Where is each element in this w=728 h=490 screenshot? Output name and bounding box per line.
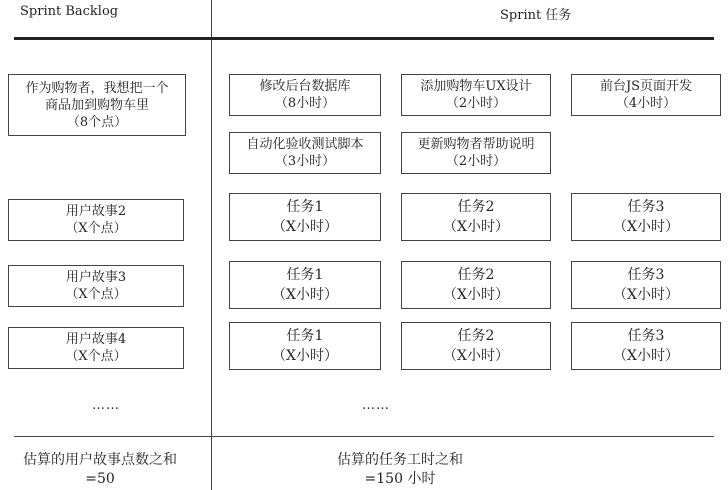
story-points-total (0, 451, 200, 489)
tasks-column-title: Sprint 任务 (500, 8, 572, 23)
task-hours: （X小时） (443, 219, 509, 235)
story-card-1 (8, 74, 186, 136)
task-hours: （3小时） (274, 154, 336, 169)
task-name: 更新购物者帮助说明 (417, 137, 535, 152)
task-hours: （X小时） (443, 348, 509, 364)
story-points: （X个点） (65, 287, 127, 302)
column-divider (211, 0, 212, 490)
stories-ellipsis: …… (92, 398, 120, 413)
task-hours: （X小时） (272, 287, 338, 303)
task-hours: （X小时） (443, 287, 509, 303)
task-name: 任务2 (457, 267, 495, 283)
task-hours: （X小时） (613, 287, 679, 303)
task-hours: （4小时） (615, 96, 677, 111)
totals-divider (14, 436, 714, 437)
story-card-3 (8, 265, 184, 307)
task-name: 任务2 (457, 328, 495, 344)
task-card (401, 193, 551, 241)
task-name: 任务2 (457, 199, 495, 215)
story-text: 用户故事2 (65, 204, 127, 219)
backlog-column-title: Sprint Backlog (20, 4, 119, 19)
task-card (401, 74, 551, 116)
task-hours: （X小时） (272, 219, 338, 235)
task-card (571, 193, 721, 241)
task-card (401, 132, 551, 174)
story-text: 作为购物者，我想把一个 (25, 80, 169, 96)
task-hours: （X小时） (613, 219, 679, 235)
task-card (571, 74, 721, 116)
story-points: （X个点） (65, 349, 127, 364)
task-name: 修改后台数据库 (259, 79, 351, 94)
task-name: 前台JS页面开发 (599, 79, 693, 94)
story-card-4 (8, 327, 184, 369)
task-hours: （X小时） (272, 348, 338, 364)
story-text: 商品加到购物车里 (44, 97, 149, 113)
task-card (401, 261, 551, 309)
task-card (229, 193, 381, 241)
story-text: 用户故事3 (65, 270, 127, 285)
story-points: （X个点） (65, 221, 127, 236)
task-hours-total-label: 估算的任务工时之和 (337, 452, 463, 468)
task-name: 任务3 (627, 267, 665, 283)
task-hours: （2小时） (445, 96, 507, 111)
story-card-2 (8, 199, 184, 241)
task-card (229, 261, 381, 309)
header-divider (14, 37, 714, 40)
task-name: 任务1 (286, 328, 324, 344)
story-points-total-value: =50 (85, 471, 115, 487)
tasks-ellipsis: …… (362, 398, 390, 413)
story-text: 用户故事4 (65, 332, 127, 347)
task-card (229, 322, 381, 370)
task-name: 添加购物车UX设计 (420, 79, 532, 94)
task-card (229, 74, 381, 116)
task-hours: （X小时） (613, 348, 679, 364)
task-name: 自动化验收测试脚本 (246, 137, 364, 152)
task-card (401, 322, 551, 370)
task-name: 任务1 (286, 199, 324, 215)
story-points-total-label: 估算的用户故事点数之和 (23, 452, 177, 468)
task-hours: （8小时） (274, 96, 336, 111)
task-card (571, 322, 721, 370)
task-name: 任务3 (627, 328, 665, 344)
task-name: 任务3 (627, 199, 665, 215)
task-card (571, 261, 721, 309)
task-hours: （2小时） (445, 154, 507, 169)
task-hours-total (300, 451, 500, 489)
task-card (229, 132, 381, 174)
story-points: （8个点） (66, 114, 128, 130)
task-name: 任务1 (286, 267, 324, 283)
task-hours-total-value: =150 小时 (364, 471, 436, 487)
